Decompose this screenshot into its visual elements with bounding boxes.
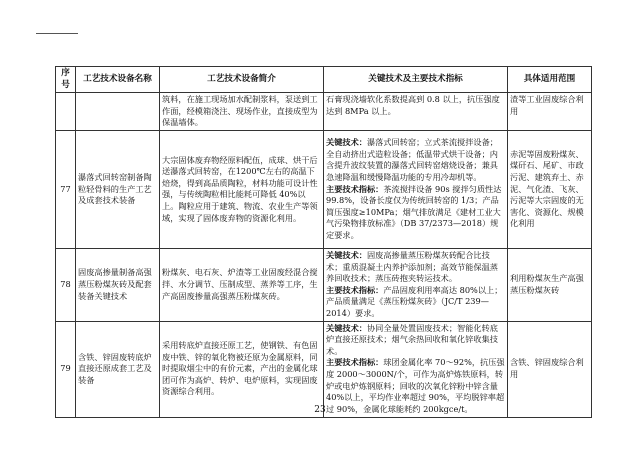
cell-no — [56, 93, 76, 131]
cell-key — [324, 130, 508, 248]
cell-scope: 利用粉煤灰生产高强蒸压粉煤灰砖 — [508, 248, 592, 321]
indicator-label: 主要技术指标： — [326, 284, 384, 295]
cell-name — [76, 93, 160, 131]
cell-desc: 粉煤灰、电石灰、炉渣等工业固废经混合搅拌、水分调节、压制成型、蒸养等工序，生产高固废掺量高强蒸压粉煤灰砖。 — [160, 248, 324, 321]
key-tech-label: 关键技术： — [326, 249, 367, 260]
table-header-row — [56, 67, 592, 93]
cell-name: 固废高掺量制备高强蒸压粉煤灰砖及配套装备关键技术 — [76, 248, 160, 321]
indicator-label: 主要技术指标： — [326, 357, 384, 368]
header-scope: 具体适用范围 — [508, 67, 592, 93]
cell-desc: 采用转底炉直接还原工艺，使钢铁、有色固废中铁、锌的氧化物被还原为金属原料，同时提取烟尘中的有价元素，产出的金属化球团可作为高炉、转炉、电炉原料，实现固废资源综合利用。 — [160, 321, 324, 417]
table-row — [56, 130, 592, 248]
key-tech-label: 关键技术： — [326, 322, 367, 333]
technology-table — [55, 66, 592, 418]
cell-key — [324, 248, 508, 321]
cell-name: 瀑落式回转窑制备陶粒轻骨料的生产工艺及成套技术装备 — [76, 130, 160, 248]
cell-key: 石膏现浇墙软化系数提高到 0.8 以上，抗压强度达到 8MPa 以上。 — [324, 93, 508, 131]
cell-name: 含铁、锌固废转底炉直接还原成套工艺及装备 — [76, 321, 160, 417]
cell-scope: 渣等工业固废综合利用 — [508, 93, 592, 131]
cell-key — [324, 321, 508, 417]
indicator-label: 主要技术指标： — [326, 183, 384, 194]
page-number: 23 — [314, 405, 326, 415]
cell-no: 79 — [56, 321, 76, 417]
key-tech-text: 协同全量处置固废技术；智能化转底炉直接还原技术；烟气余热回收和氧化锌收集技术。 — [326, 322, 498, 356]
header-rule — [36, 33, 78, 34]
indicator-text: 产品固废利用率高达 80%以上；产品质量满足《蒸压粉煤灰砖》（JC/T 239—2014）要求。 — [326, 284, 503, 318]
key-tech-text: 瀑落式回转窑；立式茶流搅拌设备；全自动挤出式造粒设备；低温带式烘干设备；内含提升波纹装置的瀑落式回转窑熔烧设备；兼具急速降温和缓慢降温功能的专用冷却机等。 — [326, 137, 498, 183]
cell-no: 78 — [56, 248, 76, 321]
key-tech-label: 关键技术： — [326, 137, 367, 148]
table-row — [56, 321, 592, 417]
header-no: 序号 — [56, 67, 76, 93]
header-desc: 工艺技术设备简介 — [160, 67, 324, 93]
cell-desc: 筑料，在施工现场加水配制浆料，泵送到工作面，经模箱浇注、现场作业，直接成型为保温墙体。 — [160, 93, 324, 131]
table-row — [56, 248, 592, 321]
header-name: 工艺技术设备名称 — [76, 67, 160, 93]
header-key: 关键技术及主要技术指标 — [324, 67, 508, 93]
cell-no: 77 — [56, 130, 76, 248]
cell-scope: 含铁、锌固废综合利用 — [508, 321, 592, 417]
cell-scope: 赤泥等固废粉煤灰、煤矸石、尾矿、市政污泥、建筑弃土、赤泥、气化渣、飞灰、污泥等大宗固废的无害化、资源化、规模化利用 — [508, 130, 592, 248]
indicator-text: 球团金属化率 70～92%，抗压强度 2000～3000N/个，可作为高炉炼铁原料，转炉或电炉炼钢原料；回收的次氧化锌粉中锌含量 40%以上，平均作业率超过 90%，平均脱锌率超过 90%，金属化球能耗约 200kgce/t。 — [326, 357, 505, 414]
table-row-continued — [56, 93, 592, 131]
indicator-text: 茶流搅拌设备 90s 搅拌匀质性达 99.8%，设备长度仅为传统回转窑的 1/3；产品简压强度≥10MPa；烟气排放满足《建材工业大气污染物排放标准》（DB 37/2373—2018）规定要求。 — [326, 183, 502, 241]
key-tech-text: 固废高掺量蒸压粉煤灰砖配合比技术；重质混凝土内养护添加剂；高效节能保温蒸养回收技术；蒸压砖抱夹转运技术。 — [326, 249, 498, 284]
cell-desc: 大宗固体废弃物经原料配伍，成球、烘干后送瀑落式回转窑，在1200℃左右的高温下焙烧，得到高品质陶粒，材料功能可设计性强，与传统陶粒相比能耗可降低 40%以上。陶粒应用于建筑、物流、农业生产等领域，实现了固体废弃物的资源化利用。 — [160, 130, 324, 248]
